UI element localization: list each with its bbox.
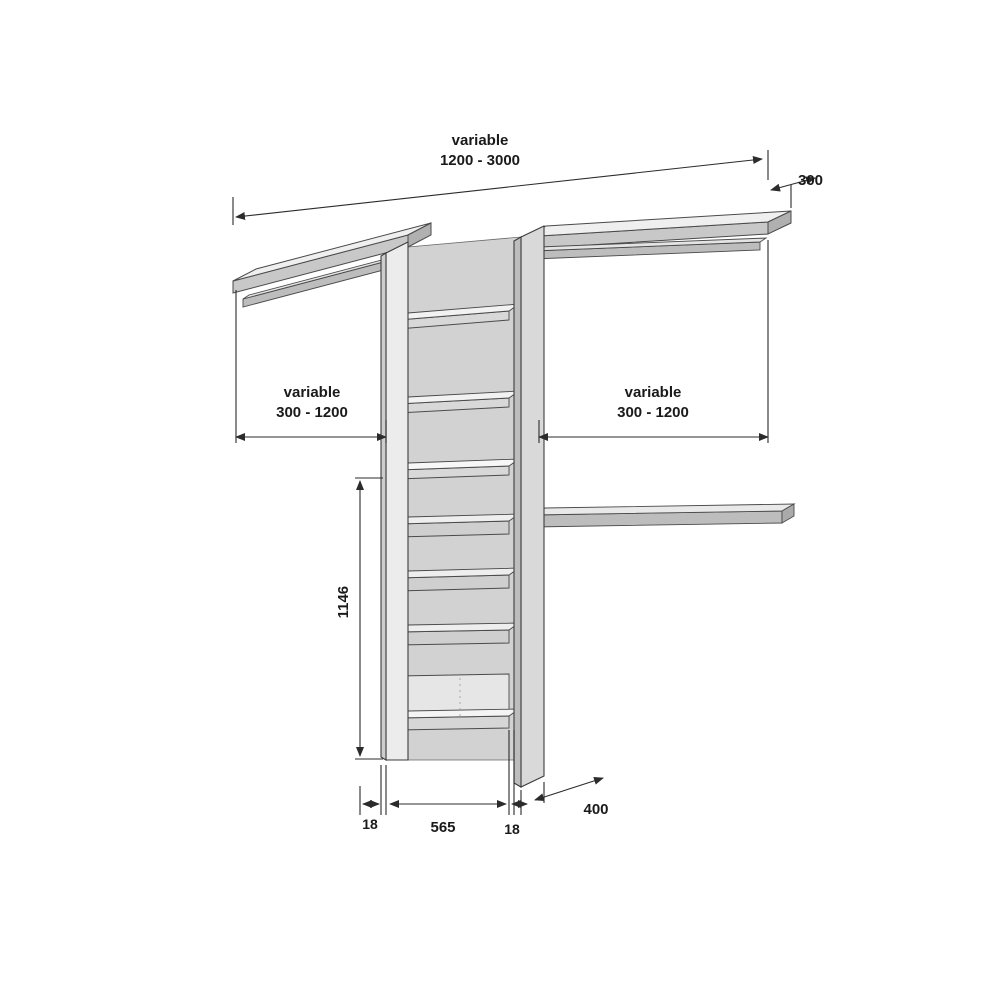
dim-tower-depth-line1: 400 xyxy=(583,801,609,818)
right-vertical-panel xyxy=(514,226,544,787)
bottom-compartment xyxy=(398,674,519,730)
closet-assembly xyxy=(233,211,794,787)
dim-label-left-thickness xyxy=(350,815,390,834)
dim-right-thickness-line1: 18 xyxy=(504,821,520,837)
drawer-2 xyxy=(398,568,519,591)
dim-label-right-span xyxy=(578,383,728,424)
right-lower-rail xyxy=(533,504,794,527)
dim-label-right-thickness xyxy=(492,820,532,839)
dim-left-span-line2: 300 - 1200 xyxy=(276,404,348,422)
drawer-1 xyxy=(398,514,519,537)
dim-right-span-line2: 300 - 1200 xyxy=(617,404,689,422)
drawer-3 xyxy=(398,623,519,645)
dim-label-top-width xyxy=(390,131,570,172)
dim-label-inner-width xyxy=(408,818,478,838)
dim-tower-height xyxy=(355,478,383,759)
dim-left-span-line1: variable xyxy=(283,384,341,401)
dim-right-span-line1: variable xyxy=(624,384,682,401)
dim-left-thickness-line1: 18 xyxy=(362,816,378,832)
dim-top-depth-line1: 300 xyxy=(798,172,824,189)
dim-label-tower-height xyxy=(334,572,354,632)
dim-inner-width-line1: 565 xyxy=(430,819,456,836)
dim-tower-height-line1: 1146 xyxy=(334,585,352,619)
dim-label-tower-depth xyxy=(566,800,626,820)
dim-top-width-line1: variable xyxy=(451,132,509,149)
dim-label-top-depth xyxy=(798,171,848,191)
left-vertical-panel xyxy=(381,242,408,760)
dim-label-left-span xyxy=(237,383,387,424)
tower-interior xyxy=(398,237,521,760)
dim-top-width-line2: 1200 - 3000 xyxy=(439,152,521,170)
